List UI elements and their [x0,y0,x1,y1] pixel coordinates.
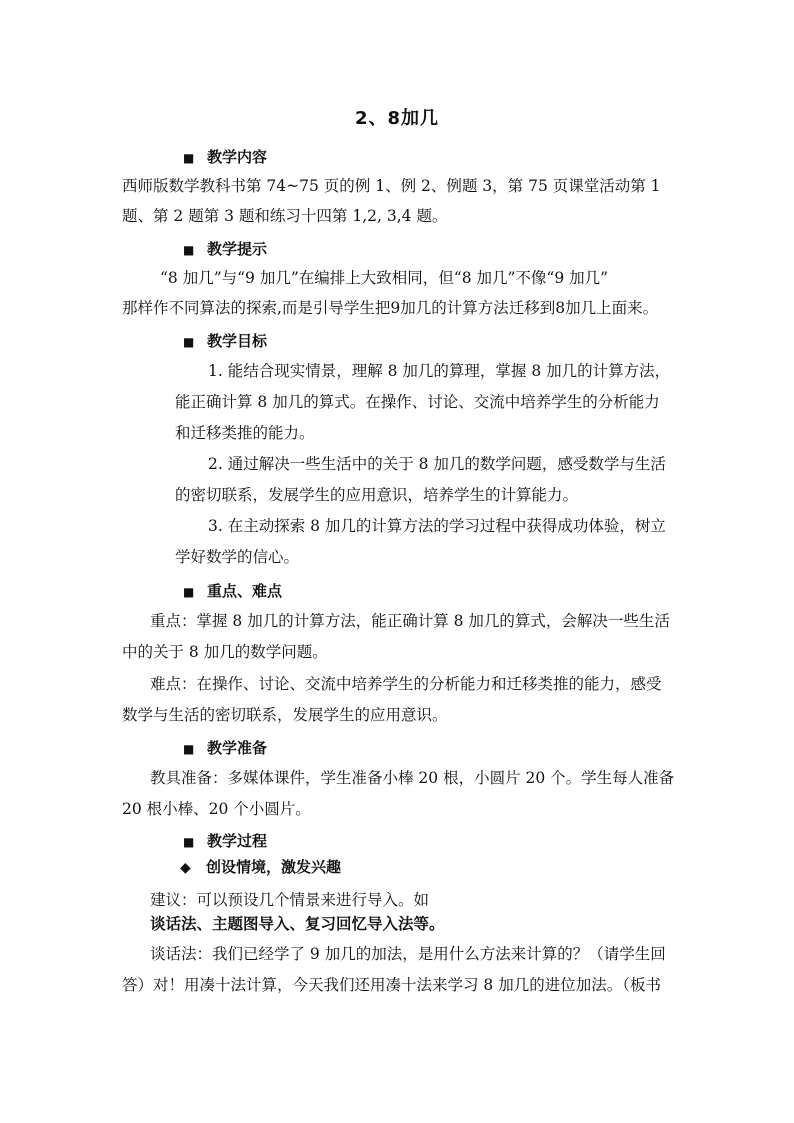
section-heading-content: ■ 教学内容 [183,148,268,166]
paragraph-line: 西师版数学教科书第 74~75 页的例 1、例 2、例题 3，第 75 页课堂活动第 1 [122,177,661,195]
paragraph-line: 那样作不同算法的探索,而是引导学生把9加几的计算方法迁移到8加几上面来。 [122,299,659,317]
square-bullet-icon: ■ [183,151,195,165]
paragraph-line: 难点：在操作、讨论、交流中培养学生的分析能力和迁移类推的能力，感受 [150,675,662,693]
paragraph-line: 2. 通过解决一些生活中的关于 8 加几的数学问题，感受数学与生活 [208,455,666,473]
paragraph-line: 3. 在主动探索 8 加几的计算方法的学习过程中获得成功体验，树立 [208,517,666,535]
paragraph-line: “8 加几”与“9 加几”在编排上大致相同，但“8 加几”不像“9 加几” [160,269,609,287]
section-heading-goals: ■ 教学目标 [183,332,268,350]
square-bullet-icon: ■ [183,585,195,599]
paragraph-line-bold: 谈话法、主题图导入、复习回忆导入法等。 [150,914,445,933]
paragraph-line: 建议：可以预设几个情景来进行导入。如 [150,891,430,909]
sub-heading-situation: ◆ 创设情境，激发兴趣 [180,858,342,876]
paragraph-line: 中的关于 8 加几的数学问题。 [122,643,328,661]
paragraph-line: 1. 能结合现实情景，理解 8 加几的算理，掌握 8 加几的计算方法， [208,362,671,380]
paragraph-line: 教具准备：多媒体课件，学生准备小棒 20 根，小圆片 20 个。学生每人准备 [150,769,675,787]
section-heading-preparation: ■ 教学准备 [183,739,268,757]
section-heading-key-points: ■ 重点、难点 [183,582,283,600]
section-heading-process: ■ 教学过程 [183,832,268,850]
square-bullet-icon: ■ [183,835,195,849]
paragraph-line: 数学与生活的密切联系，发展学生的应用意识。 [122,706,448,724]
paragraph-line: 和迁移类推的能力。 [175,424,315,442]
square-bullet-icon: ■ [183,742,195,756]
paragraph-line: 学好数学的信心。 [175,548,300,566]
square-bullet-icon: ■ [183,243,195,257]
diamond-bullet-icon: ◆ [180,860,191,876]
page-title: 2、8加几 [354,108,440,129]
paragraph-line: 的密切联系，发展学生的应用意识，培养学生的计算能力。 [175,486,579,504]
paragraph-line: 20 根小棒、20 个小圆片。 [122,800,311,818]
paragraph-line: 谈话法：我们已经学了 9 加几的加法，是用什么方法来计算的？（请学生回 [150,945,666,963]
paragraph-line: 重点：掌握 8 加几的计算方法，能正确计算 8 加几的算式，会解决一些生活 [150,612,670,630]
square-bullet-icon: ■ [183,335,195,349]
paragraph-line: 答）对！用凑十法计算，今天我们还用凑十法来学习 8 加几的进位加法。（板书 [122,976,661,994]
paragraph-line: 题、第 2 题第 3 题和练习十四第 1,2, 3,4 题。 [122,207,448,225]
paragraph-line: 能正确计算 8 加几的算式。在操作、讨论、交流中培养学生的分析能力 [175,393,660,411]
section-heading-hint: ■ 教学提示 [183,240,268,258]
